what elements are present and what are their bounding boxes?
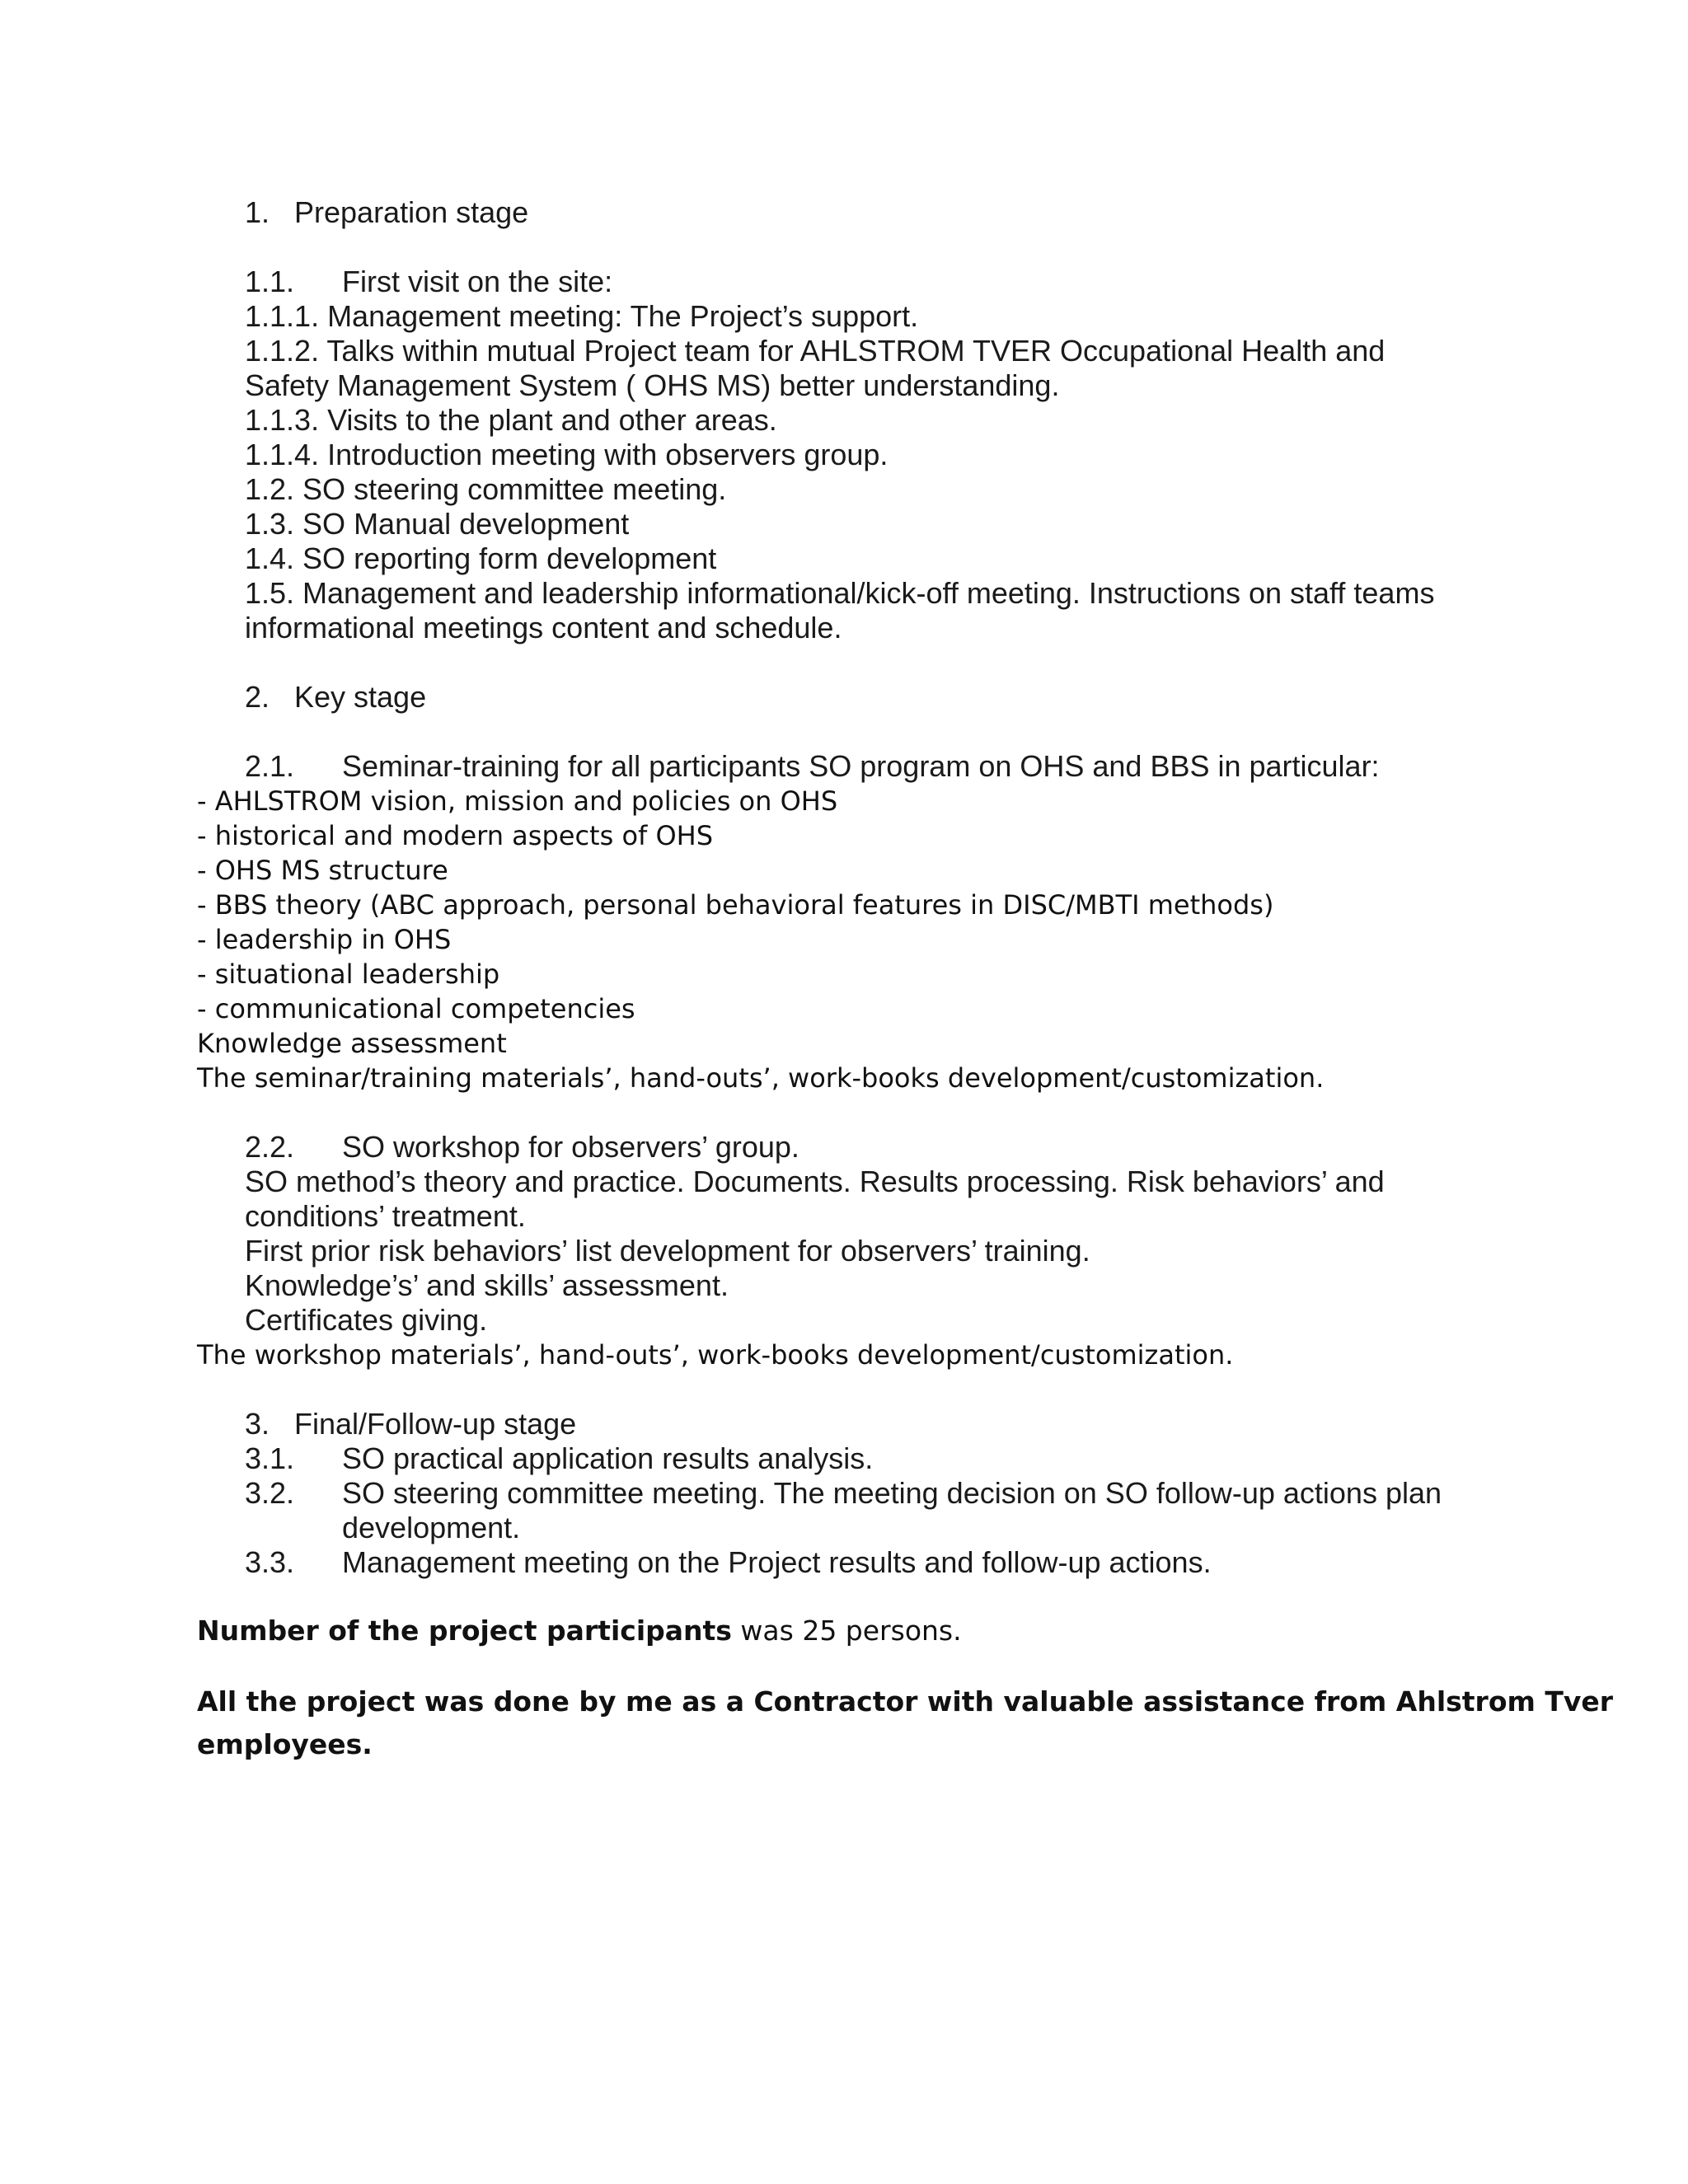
item-2-2-body-line5: Certificates giving. (245, 1303, 488, 1337)
item-3-3-number: 3.3. (245, 1545, 295, 1579)
bullet-item: - AHLSTROM vision, mission and policies on OHS (197, 785, 838, 817)
item-2-2 (245, 1130, 799, 1165)
knowledge-assessment: Knowledge assessment (197, 1028, 507, 1059)
item-3-2 (245, 1476, 1442, 1511)
item-1-1-2-line1: 1.1.2. Talks within mutual Project team for AHLSTROM TVER Occupational Health and (245, 334, 1386, 368)
item-1-1-3: 1.1.3. Visits to the plant and other areas. (245, 403, 777, 437)
section-3-number: 3. (245, 1407, 270, 1441)
item-1-4: 1.4. SO reporting form development (245, 541, 717, 575)
item-1-1-text: First visit on the site: (342, 265, 613, 298)
seminar-materials: The seminar/training materials’, hand-outs’, work-books development/customization. (197, 1062, 1325, 1094)
item-1-1 (245, 265, 612, 299)
item-3-3-text: Management meeting on the Project results and follow-up actions. (342, 1545, 1212, 1579)
bullet-item: - historical and modern aspects of OHS (197, 820, 714, 851)
participants-value: was 25 persons. (731, 1615, 962, 1647)
item-3-2-number: 3.2. (245, 1476, 295, 1510)
item-2-1 (245, 749, 1380, 784)
item-1-1-2-line2: Safety Management System ( OHS MS) better understanding. (245, 368, 1060, 402)
section-2-heading (245, 680, 426, 715)
item-1-1-number: 1.1. (245, 265, 295, 298)
contractor-line1: All the project was done by me as a Contractor with valuable assistance from Ahlstrom Tver (197, 1685, 1614, 1718)
section-2-title: Key stage (294, 680, 427, 714)
item-2-2-body-line1: SO method’s theory and practice. Documents. Results processing. Risk behaviors’ and (245, 1165, 1385, 1198)
section-3-heading (245, 1407, 576, 1441)
item-2-2-body-line4: Knowledge’s’ and skills’ assessment. (245, 1268, 729, 1302)
section-1-heading (245, 195, 528, 230)
item-2-1-text: Seminar-training for all participants SO program on OHS and BBS in particular: (342, 749, 1380, 783)
item-2-1-number: 2.1. (245, 749, 295, 783)
item-1-1-1: 1.1.1. Management meeting: The Project’s support. (245, 299, 919, 333)
item-3-2-text-line1: SO steering committee meeting. The meeting decision on SO follow-up actions plan (342, 1476, 1442, 1510)
item-3-2-text-line2: development. (342, 1511, 521, 1544)
item-1-5-line2: informational meetings content and schedule. (245, 611, 842, 644)
item-3-1-text: SO practical application results analysis. (342, 1441, 874, 1475)
item-2-2-text: SO workshop for observers’ group. (342, 1130, 799, 1164)
bullet-item: - BBS theory (ABC approach, personal behavioral features in DISC/MBTI methods) (197, 889, 1274, 921)
item-2-2-body-line2: conditions’ treatment. (245, 1199, 526, 1233)
participants-line (197, 1614, 962, 1648)
item-1-3: 1.3. SO Manual development (245, 507, 630, 541)
item-1-1-4: 1.1.4. Introduction meeting with observers group. (245, 438, 889, 471)
section-3-title: Final/Follow-up stage (294, 1407, 577, 1441)
item-3-3 (245, 1545, 1212, 1580)
item-2-2-body-line3: First prior risk behaviors’ list development for observers’ training. (245, 1234, 1090, 1268)
bullet-item: - leadership in OHS (197, 924, 452, 955)
item-2-2-number: 2.2. (245, 1130, 295, 1164)
bullet-item: - situational leadership (197, 958, 500, 990)
contractor-line2: employees. (197, 1728, 373, 1760)
participants-label: Number of the project participants (197, 1615, 732, 1647)
item-1-2: 1.2. SO steering committee meeting. (245, 472, 727, 506)
section-2-number: 2. (245, 680, 270, 714)
item-1-5-line1: 1.5. Management and leadership informational/kick-off meeting. Instructions on staff teams (245, 576, 1435, 610)
section-1-title: Preparation stage (294, 195, 529, 229)
item-3-1 (245, 1441, 873, 1476)
section-1-number: 1. (245, 195, 270, 229)
bullet-item: - communicational competencies (197, 993, 635, 1024)
workshop-materials: The workshop materials’, hand-outs’, work-books development/customization. (197, 1339, 1234, 1371)
bullet-item: - OHS MS structure (197, 855, 448, 886)
item-3-1-number: 3.1. (245, 1441, 295, 1475)
